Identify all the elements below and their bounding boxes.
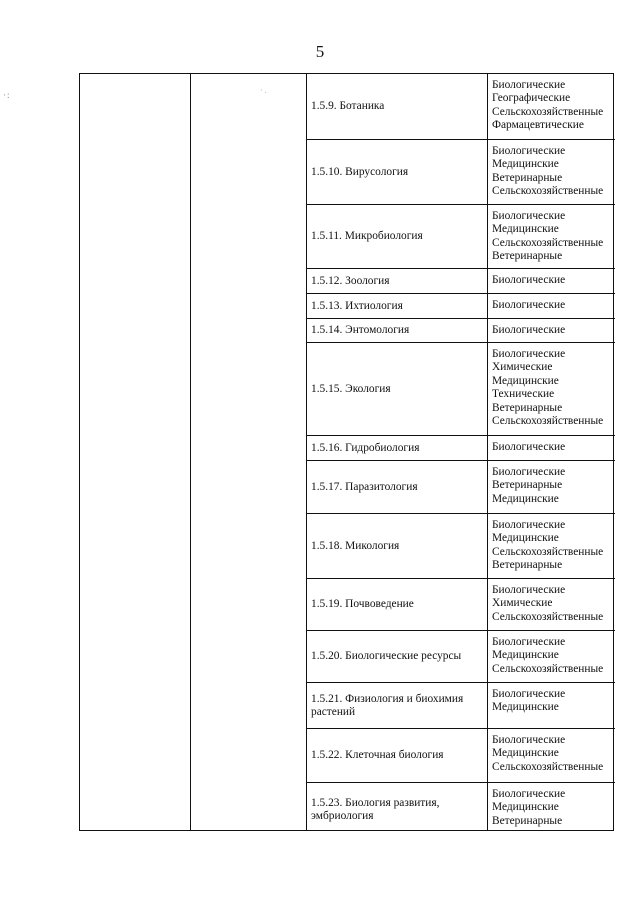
science-field: Биологические: [492, 145, 566, 157]
specialty-name: 1.5.23. Биология развития, эмбриология: [311, 796, 440, 822]
science-field: Сельскохозяйственные: [492, 760, 604, 773]
science-field: Географические: [492, 92, 571, 105]
science-field: Биологические: [492, 466, 566, 478]
science-field: Биологические: [492, 519, 566, 531]
table-row: [306, 783, 615, 836]
science-fields: [487, 683, 615, 728]
table-row: [306, 269, 615, 294]
table-row: [306, 319, 615, 343]
table-row: [306, 294, 615, 319]
science-fields: [487, 140, 615, 204]
science-field: Ветеринарные: [492, 814, 563, 827]
science-field: Медицинские: [492, 649, 559, 662]
table-row: [306, 343, 615, 436]
science-field: Ветеринарные: [492, 171, 563, 184]
table-rows: [306, 74, 615, 836]
column-divider: [190, 74, 191, 830]
science-field: Ветеринарные: [492, 401, 563, 414]
specialty-name: 1.5.9. Ботаника: [311, 100, 385, 112]
science-field: Сельскохозяйственные: [492, 662, 604, 675]
science-field: Биологические: [492, 299, 566, 311]
science-fields: [487, 343, 615, 435]
table-row: [306, 683, 615, 729]
table-row: [306, 514, 615, 579]
table-row: [306, 729, 615, 783]
table-row: [306, 461, 615, 514]
science-field: Биологические: [492, 734, 566, 746]
science-field: Биологические: [492, 324, 566, 336]
science-field: Сельскохозяйственные: [492, 236, 604, 249]
table-row: [306, 579, 615, 631]
specialties-table: [79, 73, 614, 831]
scan-artifact: ·:: [3, 90, 11, 100]
science-field: Ветеринарные: [492, 250, 563, 263]
page-number: 5: [315, 42, 325, 61]
science-fields: [487, 783, 615, 836]
science-fields: [487, 461, 615, 513]
specialty-name: 1.5.13. Ихтиология: [311, 299, 403, 312]
science-field: Биологические: [492, 688, 566, 700]
science-field: Биологические: [492, 348, 566, 360]
science-fields: [487, 514, 615, 578]
table-row: [306, 205, 615, 269]
science-field: Технические: [492, 388, 555, 401]
science-field: Биологические: [492, 584, 566, 596]
science-field: Ветеринарные: [492, 479, 563, 492]
science-field: Медицинские: [492, 532, 559, 545]
science-fields: [487, 436, 615, 460]
science-field: Сельскохозяйственные: [492, 185, 604, 198]
science-fields: [487, 631, 615, 682]
science-field: Сельскохозяйственные: [492, 610, 604, 623]
table-row: [306, 631, 615, 683]
specialty-name: 1.5.21. Физиология и биохимия растений: [311, 692, 464, 718]
specialty-name: 1.5.15. Экология: [311, 382, 391, 395]
scan-speck: · .: [260, 86, 267, 95]
science-field: Фармацевтические: [492, 119, 584, 132]
science-field: Биологические: [492, 441, 566, 453]
specialty-name: 1.5.20. Биологические ресурсы: [311, 650, 462, 662]
science-field: Химические: [492, 361, 553, 374]
science-field: Сельскохозяйственные: [492, 105, 604, 118]
science-field: Биологические: [492, 210, 566, 222]
science-field: Биологические: [492, 636, 566, 648]
specialty-name: 1.5.17. Паразитология: [311, 480, 418, 493]
table-row: [306, 436, 615, 461]
science-field: Биологические: [492, 788, 566, 800]
science-field: Медицинские: [492, 747, 559, 760]
specialty-name: 1.5.19. Почвоведение: [311, 598, 414, 610]
science-field: Медицинские: [492, 223, 559, 236]
science-field: Медицинские: [492, 492, 559, 505]
science-fields: [487, 579, 615, 630]
science-field: Биологические: [492, 274, 566, 286]
science-field: Медицинские: [492, 374, 559, 387]
science-fields: [487, 205, 615, 268]
science-fields: [487, 74, 615, 139]
table-row: [306, 140, 615, 205]
science-field: Сельскохозяйственные: [492, 415, 604, 428]
table-row: [306, 74, 615, 140]
specialty-name: 1.5.16. Гидробиология: [311, 441, 420, 454]
specialty-name: 1.5.14. Энтомология: [311, 324, 410, 336]
science-field: Медицинские: [492, 701, 559, 714]
science-fields: [487, 269, 615, 293]
specialty-name: 1.5.18. Микология: [311, 539, 400, 552]
specialty-name: 1.5.22. Клеточная биология: [311, 749, 444, 761]
science-field: Биологические: [492, 79, 566, 91]
science-field: Ветеринарные: [492, 559, 563, 572]
science-fields: [487, 729, 615, 782]
specialty-name: 1.5.11. Микробиология: [311, 230, 423, 242]
science-field: Химические: [492, 597, 553, 610]
specialty-name: 1.5.10. Вирусология: [311, 165, 409, 178]
science-fields: [487, 319, 615, 342]
specialty-name: 1.5.12. Зоология: [311, 274, 390, 287]
science-field: Медицинские: [492, 801, 559, 814]
science-fields: [487, 294, 615, 318]
science-field: Сельскохозяйственные: [492, 545, 604, 558]
science-field: Медицинские: [492, 158, 559, 171]
